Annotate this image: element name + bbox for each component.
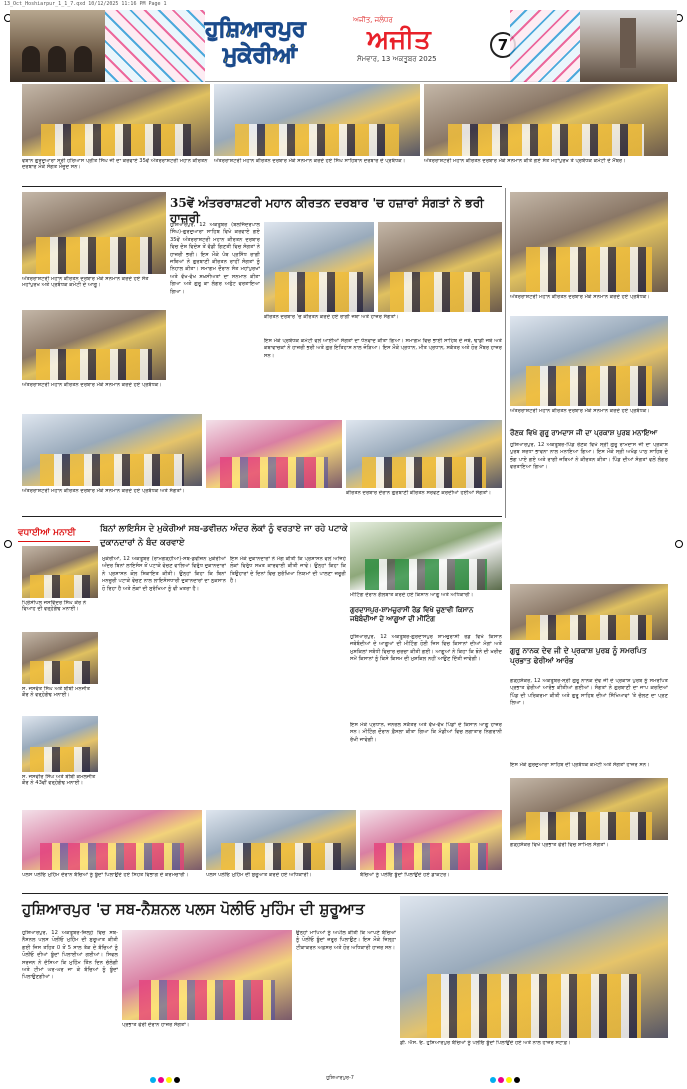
photo-polio-3 <box>360 810 502 870</box>
photo-polio-main <box>122 930 292 1020</box>
print-slug: 13_Oct_Hoshiarpur_1_1_7.qxd 10/12/2025 11:16 PM Page 1 <box>4 1 167 7</box>
masthead-pattern <box>105 10 205 82</box>
divider <box>22 186 502 187</box>
city-line2: ਮੁਕੇਰੀਆਂ <box>223 42 297 68</box>
photo-couple-3 <box>22 716 98 772</box>
guru-body: ਗੜ੍ਹਸ਼ੰਕਰ, 12 ਅਕਤੂਬਰ-ਸ੍ਰੀ ਗੁਰੂ ਨਾਨਕ ਦੇਵ ਜੀ ਦੇ ਪ੍ਰਕਾਸ਼ ਪੁਰਬ ਨੂੰ ਸਮਰਪਿਤ ਪ੍ਰਭਾਤ ਫੇਰੀਆਂ ਆਰੰਭ ਕੀਤੀਆਂ ਗਈਆਂ। ਸੰਗਤਾਂ ਨੇ ਗੁਰਬਾਣੀ ਦਾ ਜਾਪ ਕਰਦਿਆਂ ਪਿੰਡ ਦੀ ਪਰਿਕਰਮਾ ਕੀਤੀ ਅਤੇ ਗੁਰੂ ਸਾਹਿਬ ਦੀਆਂ ਸਿੱਖਿਆਵਾਂ 'ਤੇ ਚੱਲਣ ਦਾ ਪ੍ਰਣ ਲਿਆ। <box>510 678 668 707</box>
caption-kirtan-hall: ਕੀਰਤਨ ਦਰਬਾਰ ਦੌਰਾਨ ਗੁਰਬਾਣੀ ਕੀਰਤਨ ਸਰਵਣ ਕਰਦੀਆਂ ਹੋਈਆਂ ਸੰਗਤਾਂ। <box>346 490 492 496</box>
farmers-body-2: ਇਸ ਮੌਕੇ ਪ੍ਰਧਾਨ, ਜਨਰਲ ਸਕੱਤਰ ਅਤੇ ਵੱਖ-ਵੱਖ ਪਿੰਡਾਂ ਦੇ ਕਿਸਾਨ ਆਗੂ ਹਾਜ਼ਰ ਸਨ। ਮੀਟਿੰਗ ਦੌਰਾਨ ਫ਼ੈਸਲਾ ਕੀਤਾ ਗਿਆ ਕਿ ਮੰਡੀਆਂ ਵਿਚ ਲਗਾਤਾਰ ਨਿਗਰਾਨੀ ਰੱਖੀ ਜਾਵੇਗੀ। <box>350 722 502 743</box>
caption-couple-1: ਪ੍ਰਿੰਸੀਪਲ ਜਸਵਿੰਦਰ ਸਿੰਘ ਕੌਰ ਨੇ ਵਿਆਹ ਦੀ ਵਰ੍ਹੇਗੰਢ ਮਨਾਈ। <box>22 600 87 613</box>
polio-body-2: ਉਨ੍ਹਾਂ ਮਾਪਿਆਂ ਨੂੰ ਅਪੀਲ ਕੀਤੀ ਕਿ ਆਪਣੇ ਬੱਚਿਆਂ ਨੂੰ ਪੋਲੀਓ ਬੂੰਦਾਂ ਜ਼ਰੂਰ ਪਿਲਾਉਣ। ਇਸ ਮੌਕੇ ਜ਼ਿਲ੍ਹਾ ਟੀਕਾਕਰਨ ਅਫ਼ਸਰ ਅਤੇ ਹੋਰ ਅਧਿਕਾਰੀ ਹਾਜ਼ਰ ਸਨ। <box>296 930 396 951</box>
registration-mark <box>675 540 683 548</box>
caption-polio-1: ਪਲਸ ਪੋਲੀਓ ਮੁਹਿੰਮ ਦੌਰਾਨ ਬੱਚਿਆਂ ਨੂੰ ਬੂੰਦਾਂ ਪਿਲਾਉਂਦੇ ਹੋਏ ਸਿਹਤ ਵਿਭਾਗ ਦੇ ਕਰਮਚਾਰੀ। <box>22 872 189 878</box>
footer-page-label: ਹੁਸ਼ਿਆਰਪੁਰ-7 <box>326 1075 354 1081</box>
divider <box>22 516 502 517</box>
masthead-city <box>205 16 345 74</box>
farmers-body: ਹੁਸ਼ਿਆਰਪੁਰ, 12 ਅਕਤੂਬਰ-ਗੁਰਦਾਸਪੁਰ ਸ਼ਾਮਚੁਰਾਸੀ ਰੋਡ ਵਿਖੇ ਕਿਸਾਨ ਜਥੇਬੰਦੀਆਂ ਦੇ ਆਗੂਆਂ ਦੀ ਮੀਟਿੰਗ ਹੋਈ ਜਿਸ ਵਿਚ ਕਿਸਾਨਾਂ ਦੀਆਂ ਮੰਗਾਂ ਅਤੇ ਮੁਸ਼ਕਿਲਾਂ ਸਬੰਧੀ ਵਿਚਾਰ ਚਰਚਾ ਕੀਤੀ ਗਈ। ਆਗੂਆਂ ਨੇ ਕਿਹਾ ਕਿ ਝੋਨੇ ਦੀ ਖ਼ਰੀਦ ਸਮੇਂ ਕਿਸਾਨਾਂ ਨੂੰ ਕਿਸੇ ਕਿਸਮ ਦੀ ਮੁਸ਼ਕਿਲ ਨਹੀਂ ਆਉਣ ਦਿੱਤੀ ਜਾਵੇਗੀ। <box>350 634 502 663</box>
photo-polio-2 <box>206 810 356 870</box>
page-number: 7 <box>490 32 516 58</box>
photo-kirtan-sangat <box>378 222 502 312</box>
caption-left-1: ਅੰਤਰਰਾਸ਼ਟਰੀ ਮਹਾਨ ਕੀਰਤਨ ਦਰਬਾਰ ਮੌਕੇ ਸਨਮਾਨ ਕਰਦੇ ਹੋਏ ਸੰਤ ਮਹਾਂਪੁਰਖ ਅਤੇ ਪ੍ਰਬੰਧਕ ਕਮੇਟੀ ਦੇ ਆਗੂ। <box>22 276 149 289</box>
color-bar-right <box>490 1077 520 1083</box>
city-line1: ਹੁਸ਼ਿਆਰਪੁਰ <box>205 16 306 42</box>
headline-kirtan: 35ਵੇਂ ਅੰਤਰਰਾਸ਼ਟਰੀ ਮਹਾਨ ਕੀਰਤਨ ਦਰਬਾਰ 'ਚ ਹਜ਼ਾਰਾਂ ਸੰਗਤਾਂ ਨੇ ਭਰੀ ਹਾਜ਼ਰੀ <box>170 196 484 225</box>
masthead-left-photo <box>10 10 105 82</box>
wish-label: ਵਧਾਈਆਂ ਮਨਾਈ <box>18 528 90 542</box>
photo-right-2 <box>510 316 668 406</box>
photo-left-3 <box>22 414 202 486</box>
brand-name: ਅਜੀਤ <box>367 25 431 55</box>
photo-top-1 <box>22 84 210 156</box>
photo-kids-1 <box>206 420 342 488</box>
caption-polio-2: ਪਲਸ ਪੋਲੀਓ ਮੁਹਿੰਮ ਦੀ ਸ਼ੁਰੂਆਤ ਕਰਦੇ ਹੋਏ ਅਧਿਕਾਰੀ। <box>206 872 312 878</box>
photo-martyr <box>510 584 668 640</box>
photo-kirtan-hall <box>346 420 502 488</box>
photo-polio-clinic <box>400 896 668 1038</box>
kirtan-body: ਹੁਸ਼ਿਆਰਪੁਰ, 12 ਅਕਤੂਬਰ (ਬਲਜਿੰਦਰਪਾਲ ਸਿੰਘ)-ਗੁਰਦੁਆਰਾ ਸਾਹਿਬ ਵਿਖੇ ਕਰਵਾਏ ਗਏ 35ਵੇਂ ਅੰਤਰਰਾਸ਼ਟਰੀ ਮਹਾਨ ਕੀਰਤਨ ਦਰਬਾਰ ਵਿਚ ਦੇਸ਼ ਵਿਦੇਸ਼ ਤੋਂ ਵੱਡੀ ਗਿਣਤੀ ਵਿਚ ਸੰਗਤਾਂ ਨੇ ਹਾਜ਼ਰੀ ਭਰੀ। ਇਸ ਮੌਕੇ ਪੰਥ ਪ੍ਰਸਿੱਧ ਰਾਗੀ ਜਥਿਆਂ ਨੇ ਗੁਰਬਾਣੀ ਕੀਰਤਨ ਰਾਹੀਂ ਸੰਗਤਾਂ ਨੂੰ ਨਿਹਾਲ ਕੀਤਾ। ਸਮਾਗਮ ਦੌਰਾਨ ਸੰਤ ਮਹਾਂਪੁਰਖਾਂ ਅਤੇ ਵੱਖ-ਵੱਖ ਸ਼ਖ਼ਸੀਅਤਾਂ ਦਾ ਸਨਮਾਨ ਕੀਤਾ ਗਿਆ ਅਤੇ ਗੁਰੂ ਕਾ ਲੰਗਰ ਅਤੁੱਟ ਵਰਤਾਇਆ ਗਿਆ। <box>170 222 260 295</box>
photo-right-1 <box>510 192 668 292</box>
headline-guru: ਗੁਰੂ ਨਾਨਕ ਦੇਵ ਜੀ ਦੇ ਪ੍ਰਕਾਸ਼ ਪੁਰਬ ਨੂੰ ਸਮਰਪਿਤ ਪ੍ਰਭਾਤ ਫੇਰੀਆਂ ਆਰੰਭ <box>510 646 647 665</box>
caption-couple-3: ਸ. ਜਸਵੀਰ ਸਿੰਘ ਅਤੇ ਬੀਬੀ ਕਮਲਜੀਤ ਕੌਰ ਨੇ 43ਵੀਂ ਵਰ੍ਹੇਗੰਢ ਮਨਾਈ। <box>22 774 96 787</box>
photo-couple-1 <box>22 546 98 598</box>
fireworks-body-2: ਇਸ ਮੌਕੇ ਦੁਕਾਨਦਾਰਾਂ ਨੇ ਮੰਗ ਕੀਤੀ ਕਿ ਪ੍ਰਸ਼ਾਸਨ ਵਲੋਂ ਅਜਿਹੇ ਲੋਕਾਂ ਵਿਰੁੱਧ ਸਖ਼ਤ ਕਾਰਵਾਈ ਕੀਤੀ ਜਾਵੇ। ਉਨ੍ਹਾਂ ਕਿਹਾ ਕਿ ਤਿਉਹਾਰਾਂ ਦੇ ਦਿਨਾਂ ਵਿਚ ਸੁਰੱਖਿਆ ਨਿਯਮਾਂ ਦੀ ਪਾਲਣਾ ਜ਼ਰੂਰੀ ਹੈ। <box>230 556 346 585</box>
masthead-brand <box>347 16 507 76</box>
photo-meeting <box>350 522 502 590</box>
caption-left-2: ਅੰਤਰਰਾਸ਼ਟਰੀ ਮਹਾਨ ਕੀਰਤਨ ਦਰਬਾਰ ਮੌਕੇ ਸਨਮਾਨ ਕਰਦੇ ਹੋਏ ਪ੍ਰਬੰਧਕ। <box>22 382 162 388</box>
column-rule <box>505 188 506 518</box>
brand-sub: ਅਜੀਤ, ਜਲੰਧਰ <box>353 16 393 24</box>
masthead-right-photo <box>580 10 677 82</box>
photo-guru <box>510 778 668 840</box>
color-bar-left <box>150 1077 180 1083</box>
caption-polio-clinic: ਡੀ. ਐਸ. ਓ. ਹੁਸ਼ਿਆਰਪੁਰ ਬੱਚਿਆਂ ਨੂੰ ਪੋਲੀਓ ਬੂੰਦਾਂ ਪਿਲਾਉਂਦੇ ਹੋਏ ਅਤੇ ਨਾਲ ਹਾਜ਼ਰ ਸਟਾਫ਼। <box>400 1040 571 1046</box>
martyr-body: ਹੁਸ਼ਿਆਰਪੁਰ, 12 ਅਕਤੂਬਰ-ਪਿੰਡ ਰੌਣਕ ਵਿਖੇ ਸ੍ਰੀ ਗੁਰੂ ਰਾਮਦਾਸ ਜੀ ਦਾ ਪ੍ਰਕਾਸ਼ ਪੁਰਬ ਸ਼ਰਧਾ ਭਾਵਨਾ ਨਾਲ ਮਨਾਇਆ ਗਿਆ। ਇਸ ਮੌਕੇ ਸ੍ਰੀ ਅਖੰਡ ਪਾਠ ਸਾਹਿਬ ਦੇ ਭੋਗ ਪਾਏ ਗਏ ਅਤੇ ਰਾਗੀ ਜਥਿਆਂ ਨੇ ਕੀਰਤਨ ਕੀਤਾ। ਪਿੰਡ ਦੀਆਂ ਸੰਗਤਾਂ ਵਲੋਂ ਲੰਗਰ ਵਰਤਾਇਆ ਗਿਆ। <box>510 442 668 471</box>
photo-top-2 <box>214 84 420 156</box>
headline-farmers: ਗੁਰਦਾਸਪੁਰ-ਸ਼ਾਮਚੁਰਾਸੀ ਰੋਡ ਵਿਖੇ ਚੁਣਾਵੀ ਕਿਸਾਨ ਜਥੇਬੰਦੀਆਂ ਦੇ ਆਗੂਆਂ ਦੀ ਮੀਟਿੰਗ <box>350 606 474 623</box>
kirtan-body-2: ਇਸ ਮੌਕੇ ਪ੍ਰਬੰਧਕ ਕਮੇਟੀ ਵਲੋਂ ਆਈਆਂ ਸੰਗਤਾਂ ਦਾ ਧੰਨਵਾਦ ਕੀਤਾ ਗਿਆ। ਸਮਾਗਮ ਵਿਚ ਭਾਈ ਸਾਹਿਬ ਦੇ ਜਥੇ, ਢਾਡੀ ਜਥੇ ਅਤੇ ਕਥਾਵਾਚਕਾਂ ਨੇ ਹਾਜ਼ਰੀ ਭਰੀ ਅਤੇ ਗੁਰ ਇਤਿਹਾਸ ਨਾਲ ਜੋੜਿਆ। ਇਸ ਮੌਕੇ ਪ੍ਰਧਾਨ, ਮੀਤ ਪ੍ਰਧਾਨ, ਸਕੱਤਰ ਅਤੇ ਹੋਰ ਮੈਂਬਰ ਹਾਜ਼ਰ ਸਨ। <box>264 338 502 359</box>
headline-fireworks: ਬਿਨਾਂ ਲਾਇਸੰਸ ਦੇ ਮੁਕੇਰੀਆਂ ਸਬ-ਡਵੀਜ਼ਨ ਅੰਦਰ ਲੋਕਾਂ ਨੂੰ ਵਰਤਾਏ ਜਾ ਰਹੇ ਪਟਾਕੇ ਦੁਕਾਨਦਾਰਾਂ ਨੇ ਬੰਦ ਕਰਵਾਏ <box>100 524 348 548</box>
photo-left-2 <box>22 310 166 380</box>
caption-kirtan: ਕੀਰਤਨ ਦਰਬਾਰ 'ਚ ਕੀਰਤਨ ਕਰਦੇ ਹੋਏ ਰਾਗੀ ਜਥਾ ਅਤੇ ਹਾਜ਼ਰ ਸੰਗਤਾਂ। <box>264 314 400 320</box>
headline-martyr: ਰੌਣਕ ਵਿਖੇ ਗੁਰੂ ਰਾਮਦਾਸ ਜੀ ਦਾ ਪ੍ਰਕਾਸ਼ ਪੁਰਬ ਮਨਾਇਆ <box>510 428 658 437</box>
fireworks-body: ਮੁਕੇਰੀਆਂ, 12 ਅਕਤੂਬਰ (ਰਾਮਗੜ੍ਹੀਆ)-ਸਬ-ਡਵੀਜ਼ਨ ਮੁਕੇਰੀਆਂ ਅੰਦਰ ਬਿਨਾਂ ਲਾਇਸੰਸ ਤੋਂ ਪਟਾਕੇ ਵੇਚਣ ਵਾਲਿਆਂ ਵਿਰੁੱਧ ਦੁਕਾਨਦਾਰਾਂ ਨੇ ਪ੍ਰਸ਼ਾਸਨ ਕੋਲ ਸ਼ਿਕਾਇਤ ਕੀਤੀ। ਉਨ੍ਹਾਂ ਕਿਹਾ ਕਿ ਬਿਨਾਂ ਮਨਜ਼ੂਰੀ ਪਟਾਕੇ ਵੇਚਣ ਨਾਲ ਲਾਇਸੰਸਧਾਰੀ ਦੁਕਾਨਦਾਰਾਂ ਦਾ ਨੁਕਸਾਨ ਹੋ ਰਿਹਾ ਹੈ ਅਤੇ ਲੋਕਾਂ ਦੀ ਸੁਰੱਖਿਆ ਨੂੰ ਵੀ ਖ਼ਤਰਾ ਹੈ। <box>102 556 226 592</box>
masthead-pattern-right <box>510 10 580 82</box>
caption-polio-main: ਪ੍ਰਭਾਤ ਫੇਰੀ ਦੌਰਾਨ ਹਾਜ਼ਰ ਸੰਗਤਾਂ। <box>122 1022 190 1028</box>
photo-top-3 <box>424 84 668 156</box>
caption-couple-2: ਸ. ਜਸਵੰਤ ਸਿੰਘ ਅਤੇ ਬੀਬੀ ਮਨਜੀਤ ਕੌਰ ਨੇ ਵਰ੍ਹੇਗੰਢ ਮਨਾਈ। <box>22 686 91 699</box>
caption-right-2: ਅੰਤਰਰਾਸ਼ਟਰੀ ਮਹਾਨ ਕੀਰਤਨ ਦਰਬਾਰ ਮੌਕੇ ਸਨਮਾਨ ਕਰਦੇ ਹੋਏ ਪ੍ਰਬੰਧਕ। <box>510 408 650 414</box>
photo-left-1 <box>22 192 166 274</box>
registration-mark <box>4 540 12 548</box>
caption-top-3: ਅੰਤਰਰਾਸ਼ਟਰੀ ਮਹਾਨ ਕੀਰਤਨ ਦਰਬਾਰ ਮੌਕੇ ਸਨਮਾਨ ਕੀਤੇ ਗਏ ਸੰਤ ਮਹਾਂਪੁਰਖ ਤੇ ਪ੍ਰਬੰਧਕ ਕਮੇਟੀ ਦੇ ਮੈਂਬਰ। <box>424 158 626 164</box>
caption-top-2: ਅੰਤਰਰਾਸ਼ਟਰੀ ਮਹਾਨ ਕੀਰਤਨ ਦਰਬਾਰ ਮੌਕੇ ਸਨਮਾਨ ਕਰਦੇ ਹੋਏ ਸਿੰਘ ਸਾਹਿਬਾਨ ਦਰਬਾਰ ਦੇ ਪ੍ਰਬੰਧਕ। <box>214 158 406 164</box>
caption-right-1: ਅੰਤਰਰਾਸ਼ਟਰੀ ਮਹਾਨ ਕੀਰਤਨ ਦਰਬਾਰ ਮੌਕੇ ਸਨਮਾਨ ਕਰਦੇ ਹੋਏ ਪ੍ਰਬੰਧਕ। <box>510 294 650 300</box>
caption-top-1: ਵੋਬਾਨ ਗੁਰਦੁਆਰਾ ਸ੍ਰੀ ਹਰਿਆਸ ਪ੍ਰੀਤ ਸਿੰਘ ਜੀ ਦਾ ਕਰਵਾਏ 35ਵੇਂ ਅੰਤਰਰਾਸ਼ਟਰੀ ਮਹਾਨ ਕੀਰਤਨ ਦਰਬਾਰ ਮੌਕੇ ਸੰਗਤ ਮੌਜੂਦ ਸਨ। <box>22 158 208 171</box>
divider <box>22 893 668 894</box>
caption-left-3: ਅੰਤਰਰਾਸ਼ਟਰੀ ਮਹਾਨ ਕੀਰਤਨ ਦਰਬਾਰ ਮੌਕੇ ਸਨਮਾਨ ਕਰਦੇ ਹੋਏ ਪ੍ਰਬੰਧਕ ਅਤੇ ਸੰਗਤਾਂ। <box>22 488 185 494</box>
caption-guru: ਗੜ੍ਹਸ਼ੰਕਰ ਵਿਖੇ ਪ੍ਰਭਾਤ ਫੇਰੀ ਵਿਚ ਸ਼ਾਮਿਲ ਸੰਗਤਾਂ। <box>510 842 609 848</box>
photo-polio-1 <box>22 810 202 870</box>
issue-date: ਸੋਮਵਾਰ, 13 ਅਕਤੂਬਰ 2025 <box>357 55 437 63</box>
polio-body: ਹੁਸ਼ਿਆਰਪੁਰ, 12 ਅਕਤੂਬਰ-ਜ਼ਿਲ੍ਹੇ ਵਿਚ ਸਬ-ਨੈਸ਼ਨਲ ਪਲਸ ਪੋਲੀਓ ਮੁਹਿੰਮ ਦੀ ਸ਼ੁਰੂਆਤ ਕੀਤੀ ਗਈ ਜਿਸ ਤਹਿਤ 0 ਤੋਂ 5 ਸਾਲ ਤੱਕ ਦੇ ਬੱਚਿਆਂ ਨੂੰ ਪੋਲੀਓ ਦੀਆਂ ਬੂੰਦਾਂ ਪਿਲਾਈਆਂ ਗਈਆਂ। ਸਿਵਲ ਸਰਜਨ ਨੇ ਦੱਸਿਆ ਕਿ ਮੁਹਿੰਮ ਤਿੰਨ ਦਿਨ ਚੱਲੇਗੀ ਅਤੇ ਟੀਮਾਂ ਘਰ-ਘਰ ਜਾ ਕੇ ਬੱਚਿਆਂ ਨੂੰ ਬੂੰਦਾਂ ਪਿਲਾਉਣਗੀਆਂ। <box>22 930 118 981</box>
guru-body-2: ਇਸ ਮੌਕੇ ਗੁਰਦੁਆਰਾ ਸਾਹਿਬ ਦੀ ਪ੍ਰਬੰਧਕ ਕਮੇਟੀ ਅਤੇ ਸੰਗਤਾਂ ਹਾਜ਼ਰ ਸਨ। <box>510 762 650 768</box>
headline-polio: ਹੁਸ਼ਿਆਰਪੁਰ 'ਚ ਸਬ-ਨੈਸ਼ਨਲ ਪਲਸ ਪੋਲੀਓ ਮੁਹਿੰਮ ਦੀ ਸ਼ੁਰੂਆਤ <box>22 900 365 918</box>
caption-polio-3: ਬੱਚਿਆਂ ਨੂੰ ਪੋਲੀਓ ਬੂੰਦਾਂ ਪਿਲਾਉਂਦੇ ਹੋਏ ਡਾਕਟਰ। <box>360 872 450 878</box>
masthead <box>10 10 677 82</box>
photo-couple-2 <box>22 632 98 684</box>
caption-meeting: ਮੀਟਿੰਗ ਦੌਰਾਨ ਗੱਲਬਾਤ ਕਰਦੇ ਹੋਏ ਕਿਸਾਨ ਆਗੂ ਅਤੇ ਅਧਿਕਾਰੀ। <box>350 592 474 598</box>
photo-kirtan-stage <box>264 222 374 312</box>
